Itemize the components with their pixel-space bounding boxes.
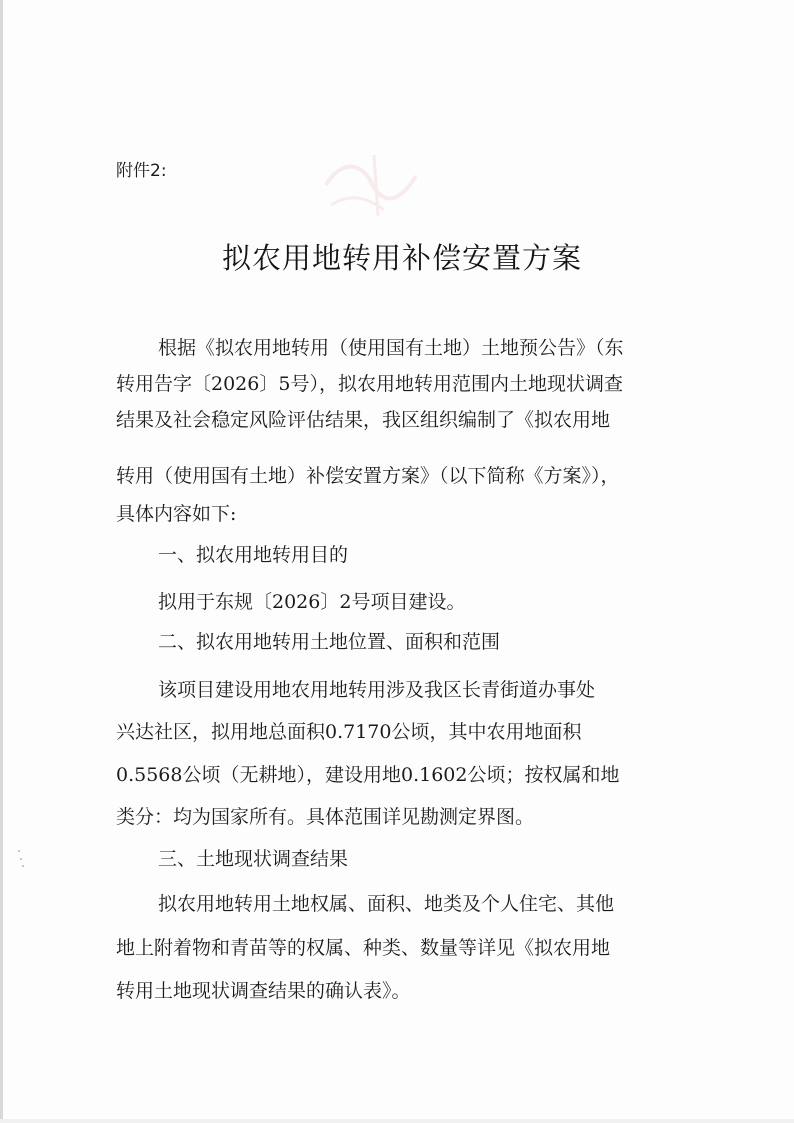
section2-line: 类分：均为国家所有。具体范围详见勘测定界图。 (116, 806, 535, 828)
scan-left-edge (0, 0, 3, 1123)
intro-line: 结果及社会稳定风险评估结果，我区组织编制了《拟农用地 (116, 409, 611, 431)
scan-speck (18, 850, 20, 852)
section3-line: 拟农用地转用土地权属、面积、地类及个人住宅、其他 (158, 893, 615, 915)
section-heading-3: 三、土地现状调查结果 (158, 848, 349, 870)
intro-line: 转用告字〔2026〕5号），拟农用地转用范围内土地现状调查 (116, 373, 623, 395)
section-heading-2: 二、拟农用地转用土地位置、面积和范围 (158, 631, 501, 653)
section1-line: 拟用于东规〔2026〕2号项目建设。 (158, 591, 466, 613)
scan-bottom-edge (0, 1119, 794, 1123)
scan-speck (20, 858, 22, 860)
section2-line: 兴达社区，拟用地总面积0.7170公顷，其中农用地面积 (116, 721, 582, 743)
scan-speck (22, 865, 24, 867)
attachment-label: 附件2: (116, 161, 167, 181)
document-title: 拟农用地转用补偿安置方案 (222, 241, 583, 275)
section3-line: 转用土地现状调查结果的确认表》。 (116, 980, 411, 1002)
section3-line: 地上附着物和青苗等的权属、种类、数量等详见《拟农用地 (116, 937, 611, 959)
intro-line: 具体内容如下: (116, 503, 237, 525)
intro-line: 根据《拟农用地转用（使用国有土地）土地预公告》（东 (158, 337, 624, 359)
faint-seal-marks (316, 150, 426, 220)
section-heading-1: 一、拟农用地转用目的 (158, 544, 349, 566)
section2-line: 0.5568公顷（无耕地），建设用地0.1602公顷；按权属和地 (116, 764, 620, 786)
section2-line: 该项目建设用地农用地转用涉及我区长青街道办事处 (158, 679, 596, 701)
intro-line: 转用（使用国有土地）补偿安置方案》（以下简称《方案》）， (116, 465, 620, 487)
